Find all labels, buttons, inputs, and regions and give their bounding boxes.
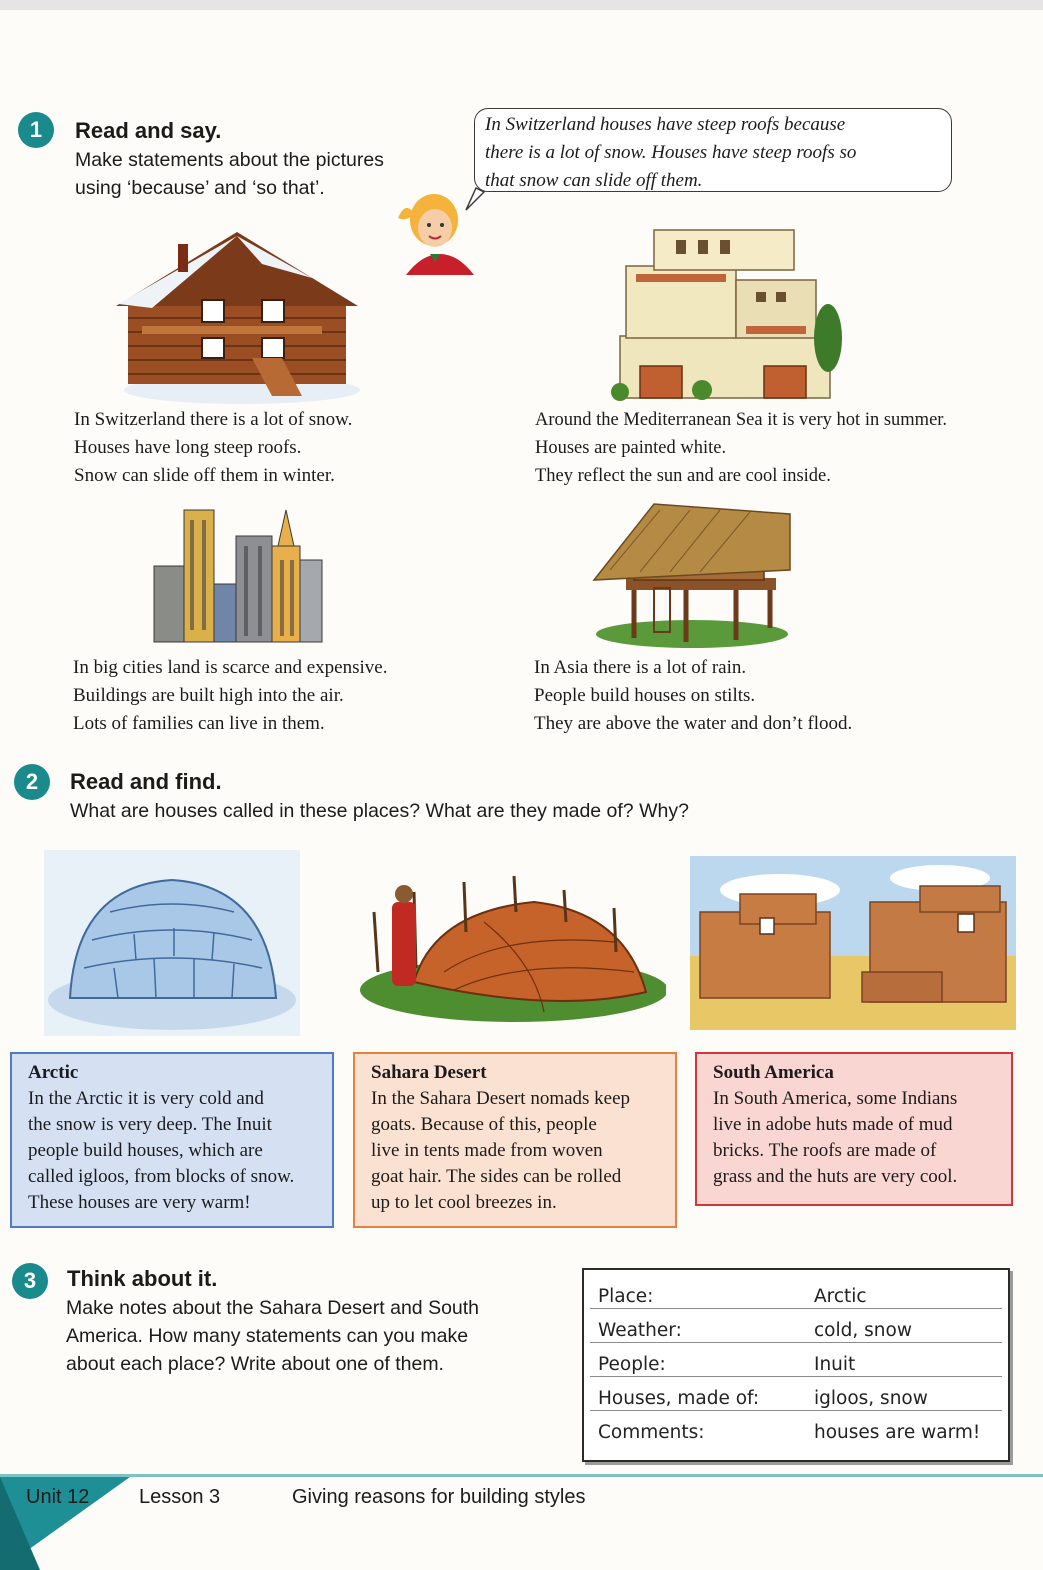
notes-label: People: <box>598 1354 666 1375</box>
notes-divider <box>590 1376 1002 1377</box>
box-line: goats. Because of this, people <box>371 1114 597 1135</box>
info-box-sahara-desert <box>353 1052 677 1228</box>
swiss-chalet-illustration <box>112 226 362 404</box>
footer-rule <box>0 1474 1043 1477</box>
notes-label: Houses, made of: <box>598 1388 760 1409</box>
girl-speaker-illustration <box>392 170 492 280</box>
mediterranean-house-illustration <box>606 226 846 404</box>
box-title: Sahara Desert <box>371 1062 487 1083</box>
box-line: In the Sahara Desert nomads keep <box>371 1088 631 1109</box>
box-line: goat hair. The sides can be rolled <box>371 1166 622 1187</box>
caption-cities <box>73 654 387 738</box>
info-box-south-america <box>695 1052 1013 1206</box>
notes-divider <box>590 1410 1002 1411</box>
caption-line: In Switzerland there is a lot of snow. <box>74 409 353 430</box>
bubble-line: there is a lot of snow. Houses have steep roofs so <box>485 142 857 163</box>
notes-row-comments <box>584 1416 1008 1450</box>
caption-line: Lots of families can live in them. <box>73 713 325 734</box>
notes-label: Weather: <box>598 1320 682 1341</box>
box-line: These houses are very warm! <box>28 1192 251 1213</box>
igloo-illustration <box>44 850 300 1036</box>
caption-mediterranean <box>535 406 947 490</box>
caption-line: People build houses on stilts. <box>534 685 756 706</box>
caption-line: In Asia there is a lot of rain. <box>534 657 747 678</box>
notes-value: houses are warm! <box>814 1422 981 1443</box>
notes-value: igloos, snow <box>814 1388 928 1409</box>
notes-value: Arctic <box>814 1286 867 1307</box>
top-edge-bar <box>0 0 1043 10</box>
instruction-line: America. How many statements can you make <box>66 1325 469 1347</box>
footer-unit: Unit 12 <box>26 1486 90 1508</box>
section-heading-read-and-find: Read and find. <box>70 769 222 794</box>
caption-line: Buildings are built high into the air. <box>73 685 344 706</box>
section3-instruction <box>66 1294 479 1378</box>
caption-line: Houses are painted white. <box>535 438 727 458</box>
bubble-line: In Switzerland houses have steep roofs because <box>485 114 846 135</box>
caption-line: In big cities land is scarce and expensive. <box>73 657 388 678</box>
box-line: people build houses, which are <box>28 1140 263 1161</box>
box-line: live in tents made from woven <box>371 1140 603 1161</box>
info-box-arctic <box>10 1052 334 1228</box>
notes-divider <box>590 1342 1002 1343</box>
instruction-line: about each place? Write about one of them. <box>66 1353 444 1375</box>
box-line: grass and the huts are very cool. <box>713 1166 958 1187</box>
box-line: In South America, some Indians <box>713 1088 958 1109</box>
caption-asia <box>534 654 852 738</box>
section1-instruction <box>75 146 384 202</box>
caption-line: Around the Mediterranean Sea it is very hot in summer. <box>535 410 948 430</box>
box-line: bricks. The roofs are made of <box>713 1140 937 1161</box>
caption-line: They are above the water and don’t flood. <box>534 713 853 734</box>
caption-line: Snow can slide off them in winter. <box>74 465 335 486</box>
section2-instruction: What are houses called in these places? What are they made of? Why? <box>70 800 689 822</box>
caption-line: Houses have long steep roofs. <box>74 437 302 458</box>
box-line: the snow is very deep. The Inuit <box>28 1114 272 1135</box>
box-title: Arctic <box>28 1062 79 1083</box>
notes-value: cold, snow <box>814 1320 912 1341</box>
notes-label: Place: <box>598 1286 654 1307</box>
section-heading-read-and-say: Read and say. <box>75 118 222 143</box>
section-number-3: 3 <box>12 1263 48 1299</box>
caption-switzerland <box>74 406 352 490</box>
caption-line: They reflect the sun and are cool inside. <box>535 466 831 486</box>
box-title: South America <box>713 1062 834 1083</box>
adobe-huts-illustration <box>690 856 1016 1030</box>
section-number-1: 1 <box>18 112 54 148</box>
notes-table <box>582 1268 1010 1462</box>
speech-bubble <box>474 108 952 192</box>
section-number-2: 2 <box>14 764 50 800</box>
instruction-line: Make statements about the pictures <box>75 149 384 171</box>
box-line: up to let cool breezes in. <box>371 1192 557 1213</box>
instruction-line: using ‘because’ and ‘so that’. <box>75 177 325 199</box>
box-line: In the Arctic it is very cold and <box>28 1088 264 1109</box>
notes-divider <box>590 1308 1002 1309</box>
footer-title: Giving reasons for building styles <box>292 1486 586 1508</box>
nomad-tent-illustration <box>354 872 666 1028</box>
instruction-line: Make notes about the Sahara Desert and South <box>66 1297 480 1319</box>
box-line: called igloos, from blocks of snow. <box>28 1166 295 1187</box>
section-heading-think-about-it: Think about it. <box>67 1266 218 1291</box>
bubble-line: that snow can slide off them. <box>485 170 703 191</box>
notes-value: Inuit <box>814 1354 856 1375</box>
notes-label: Comments: <box>598 1422 705 1443</box>
stilt-house-illustration <box>590 500 794 650</box>
skyscrapers-illustration <box>150 500 330 644</box>
box-line: live in adobe huts made of mud <box>713 1114 953 1135</box>
footer-lesson: Lesson 3 <box>139 1486 221 1508</box>
